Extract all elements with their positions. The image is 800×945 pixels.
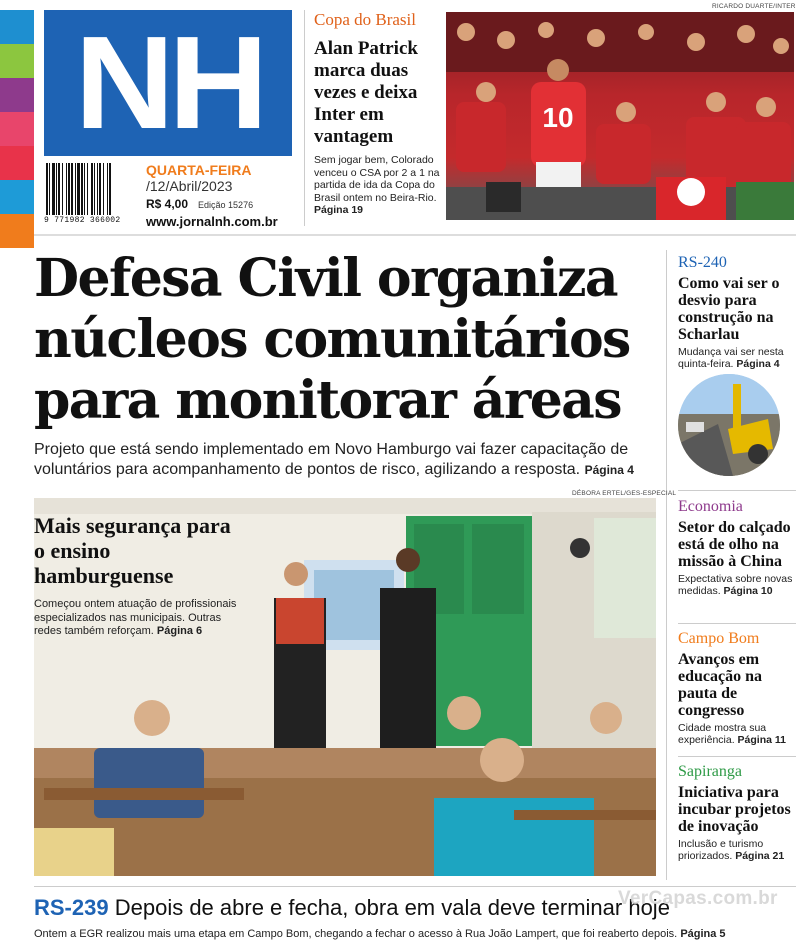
photo-story-headline[interactable]: Mais segurança para o ensino hamburguense [34,513,231,588]
side-story-section: Sapiranga [678,763,742,780]
barcode [44,163,138,227]
bottom-story-page: Página 5 [680,928,726,940]
top-story-headline[interactable]: Alan Patrick marca duas vezes e deixa Inter em vantagem [314,38,418,147]
side-story-text: Expectativa sobre novas medidas. Página 10 [678,573,793,597]
side-story-headline: Setor do calçado está de olho na missão à China [678,519,791,570]
main-headline-line: núcleos comunitários [34,309,630,370]
road-photo[interactable] [678,374,780,476]
main-story-page: Página 4 [584,463,634,477]
side-story-text: Cidade mostra sua experiência. Página 11 [678,722,786,746]
main-headline-line: para monitorar áreas [34,370,621,431]
strip-block [0,146,34,180]
bottom-story-text: Ontem a EGR realizou mais uma etapa em Campo Bom, chegando a fechar o acesso à Rua João Lampert, que foi reaberto depois. Página 5 [34,928,726,940]
bottom-story-section: RS-239 [34,895,109,920]
side-story-headline: Iniciativa para incubar projetos de inovação [678,784,791,835]
side-story[interactable] [678,498,796,597]
top-story-text: Sem jogar bem, Colorado venceu o CSA por 2 a 1 na partida de ida da Copa do Brasil ontem no Beira-Rio. Página 19 [314,154,440,216]
side-story-headline: Como vai ser o desvio para construção na Scharlau [678,275,780,343]
side-story[interactable] [678,254,796,370]
photo-story-text: Começou ontem atuação de profissionais especializados nas municipais. Outras redes também reforçam. Página 6 [34,598,237,637]
photo-story-page: Página 6 [156,625,203,637]
issue-price: R$ 4,00 [146,197,189,211]
strip-block [0,78,34,112]
photo-credit: DÉBORA ERTEL/GES-ESPECIAL [572,490,677,497]
logo-text: NH [74,9,262,156]
issue-edition: Edição 15276 [198,200,254,210]
svg-text:10: 10 [542,102,574,133]
side-story-section: RS-240 [678,254,727,271]
photo-credit: RICARDO DUARTE/INTER [712,3,796,10]
top-story-section: Copa do Brasil [314,10,416,29]
main-headline-line: Defesa Civil organiza [34,248,617,309]
watermark: VerCapas.com.br [618,888,778,909]
side-story-text: Inclusão e turismo priorizados. Página 21 [678,838,785,862]
issue-date: /12/Abril/2023 [146,178,233,194]
strip-block [0,214,34,248]
side-story-headline: Avanços em educação na pauta de congresso [678,651,762,719]
side-story[interactable] [678,630,796,746]
issue-meta [146,162,301,229]
side-story-section: Economia [678,498,743,515]
strip-block [0,44,34,78]
strip-block [0,10,34,44]
divider [304,10,305,226]
side-story-section: Campo Bom [678,630,760,647]
issue-day: QUARTA-FEIRA [146,162,252,178]
bottom-story-title: Depois de abre e fecha, obra em vala deve terminar hoje [114,895,670,920]
divider [678,623,796,624]
main-headline[interactable] [34,248,664,431]
side-story[interactable] [678,763,796,862]
strip-block [0,112,34,146]
strip-block [0,180,34,214]
divider [678,756,796,757]
divider [666,250,667,880]
barcode-icon [44,163,138,215]
newspaper-logo[interactable] [44,10,292,156]
divider [34,234,796,236]
football-photo[interactable] [446,12,794,220]
barcode-number: 9 771982 366002 [44,216,121,225]
main-subheadline: Projeto que está sendo implementado em Novo Hamburgo vai fazer capacitação de voluntários para acompanhamento de pontos de risco, agilizando a resposta. Página 4 [34,441,634,478]
website-link[interactable]: www.jornalnh.com.br [146,214,278,229]
divider [678,490,796,491]
divider [34,886,796,887]
top-story-page: Página 19 [314,204,364,216]
color-strip [0,10,34,248]
side-story-text: Mudança vai ser nesta quinta-feira. Página 4 [678,346,784,370]
